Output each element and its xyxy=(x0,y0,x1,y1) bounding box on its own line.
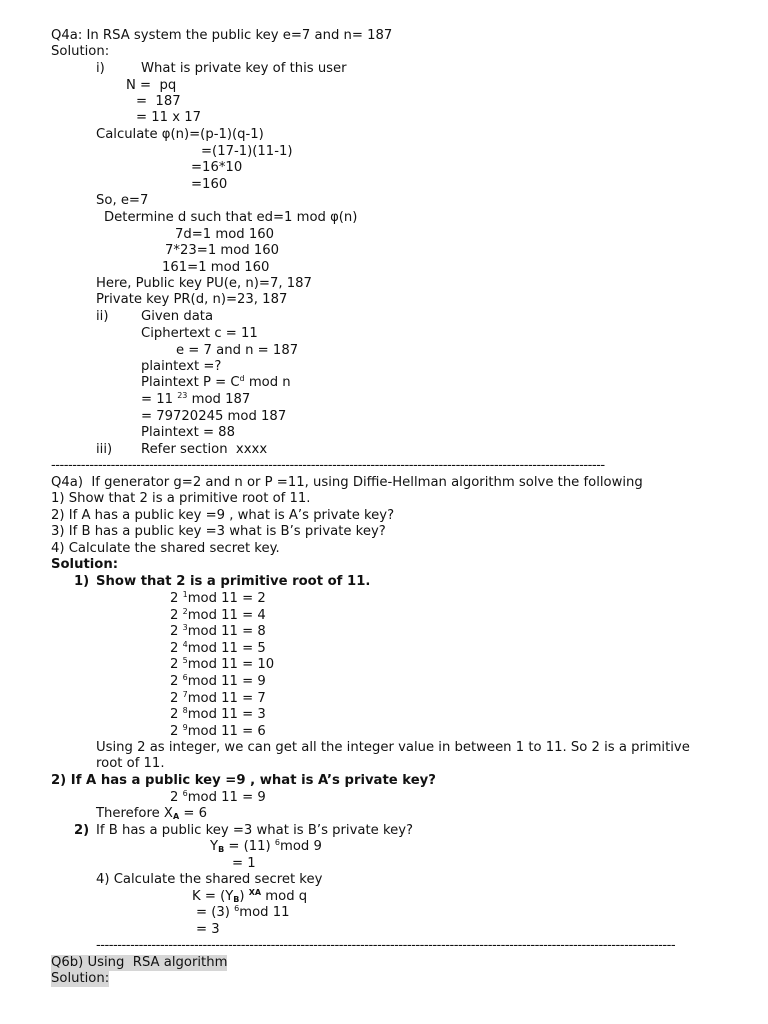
dh-therefore-xa: Therefore $X_A = 6$ xyxy=(96,806,207,821)
rsa-phi-step1: =(17-1)(11-1) xyxy=(201,144,293,159)
dh-item-3: 3) If B has a public key =3 what is B’s private key? xyxy=(51,524,386,539)
rsa-refer-section: Refer section xxxx xyxy=(141,442,268,457)
dh-step-4-title: 4) Calculate the shared secret key xyxy=(96,872,323,887)
dh-conclusion-line-2: root of 11. xyxy=(96,756,165,771)
rsa-n-eq-pq: N = pq xyxy=(126,78,177,93)
rsa-d-step3: 161=1 mod 160 xyxy=(162,260,270,275)
dh-yb-calc: $Y_B = (11)$ $^6$mod 9 xyxy=(210,838,322,854)
rsa-e-and-n: e = 7 and n = 187 xyxy=(176,343,299,358)
dh-question-heading: Q4a) If generator g=2 and n or P =11, using Diffie-Hellman algorithm solve the following xyxy=(51,475,643,490)
rsa-plaintext-formula: Plaintext $P = C^d$ mod n xyxy=(141,374,291,390)
rsa-part-i-number: i) xyxy=(96,61,105,76)
dh-step-3-title: If B has a public key =3 what is B’s private key? xyxy=(96,823,414,838)
rsa-public-key: Here, Public key PU(e, n)=7, 187 xyxy=(96,276,312,291)
rsa-part-iii-number: iii) xyxy=(96,442,113,457)
rsa-phi-step3: =160 xyxy=(191,177,228,192)
dh-yb-result: = 1 xyxy=(232,856,256,871)
dh-k-step-1: = (3) $^6$mod 11 xyxy=(196,904,290,920)
q6b-solution-label: Solution: xyxy=(51,971,110,986)
dh-step-1-number: 1) xyxy=(74,574,90,589)
q6b-heading: Q6b) Using RSA algorithm xyxy=(51,955,228,970)
rsa-d-step1: 7d=1 mod 160 xyxy=(175,227,275,242)
rsa-question-heading: Q4a: In RSA system the public key e=7 and n= 187 xyxy=(51,28,393,43)
rsa-plaintext-result: Plaintext = 88 xyxy=(141,425,235,440)
dh-step-1-title: Show that 2 is a primitive root of 11. xyxy=(96,574,371,589)
rsa-part-ii-number: ii) xyxy=(96,309,109,324)
dh-item-2: 2) If A has a public key =9 , what is A’s private key? xyxy=(51,508,395,523)
rsa-given-data: Given data xyxy=(141,309,214,324)
separator-line-2: ---------------------------------------------------------------------------------------------------------------------------------------- xyxy=(96,938,676,953)
rsa-n-11x17: = 11 x 17 xyxy=(136,110,201,125)
primitive-root-power-line: 2 $^3$mod 11 = 8 xyxy=(170,623,266,639)
dh-solution-label: Solution: xyxy=(51,557,119,572)
primitive-root-power-line: 2 $^8$mod 11 = 3 xyxy=(170,706,266,722)
primitive-root-power-line: 2 $^5$mod 11 = 10 xyxy=(170,656,275,672)
dh-k-formula: $K = (Y_B)$ $^{XA}$ mod q xyxy=(192,888,308,904)
rsa-private-key: Private key PR(d, n)=23, 187 xyxy=(96,292,288,307)
rsa-determine-d: Determine d such that ed=1 mod φ(n) xyxy=(104,210,358,225)
rsa-so-e: So, e=7 xyxy=(96,193,149,208)
rsa-phi-calc: Calculate φ(n)=(p-1)(q-1) xyxy=(96,127,264,142)
primitive-root-power-line: 2 $^6$mod 11 = 9 xyxy=(170,673,266,689)
rsa-big-mod: = 79720245 mod 187 xyxy=(141,409,287,424)
rsa-part-i-title: What is private key of this user xyxy=(141,61,347,76)
primitive-root-power-line: 2 $^7$mod 11 = 7 xyxy=(170,690,266,706)
dh-item-4: 4) Calculate the shared secret key. xyxy=(51,541,280,556)
dh-step-3-number: 2) xyxy=(74,823,90,838)
dh-a-power: 2 $^6$mod 11 = 9 xyxy=(170,789,266,805)
rsa-n-187: = 187 xyxy=(136,94,181,109)
primitive-root-power-line: 2 $^1$mod 11 = 2 xyxy=(170,590,266,606)
dh-item-1: 1) Show that 2 is a primitive root of 11. xyxy=(51,491,311,506)
rsa-plaintext-question: plaintext =? xyxy=(141,359,222,374)
dh-step-2-title: 2) If A has a public key =9 , what is A’s private key? xyxy=(51,773,436,788)
primitive-root-power-line: 2 $^9$mod 11 = 6 xyxy=(170,723,266,739)
rsa-phi-step2: =16*10 xyxy=(191,160,243,175)
dh-conclusion-line-1: Using 2 as integer, we can get all the integer value in between 1 to 11. So 2 is a primitive xyxy=(96,740,690,755)
rsa-power-step: = 11 $^{23}$ mod 187 xyxy=(141,391,251,407)
rsa-d-step2: 7*23=1 mod 160 xyxy=(165,243,280,258)
dh-k-step-2: = 3 xyxy=(196,922,220,937)
rsa-ciphertext: Ciphertext c = 11 xyxy=(141,326,258,341)
primitive-root-power-line: 2 $^4$mod 11 = 5 xyxy=(170,640,266,656)
rsa-solution-label: Solution: xyxy=(51,44,110,59)
primitive-root-power-line: 2 $^2$mod 11 = 4 xyxy=(170,607,266,623)
separator-line-1: ---------------------------------------------------------------------------------------------------------------------------------- xyxy=(51,458,605,473)
